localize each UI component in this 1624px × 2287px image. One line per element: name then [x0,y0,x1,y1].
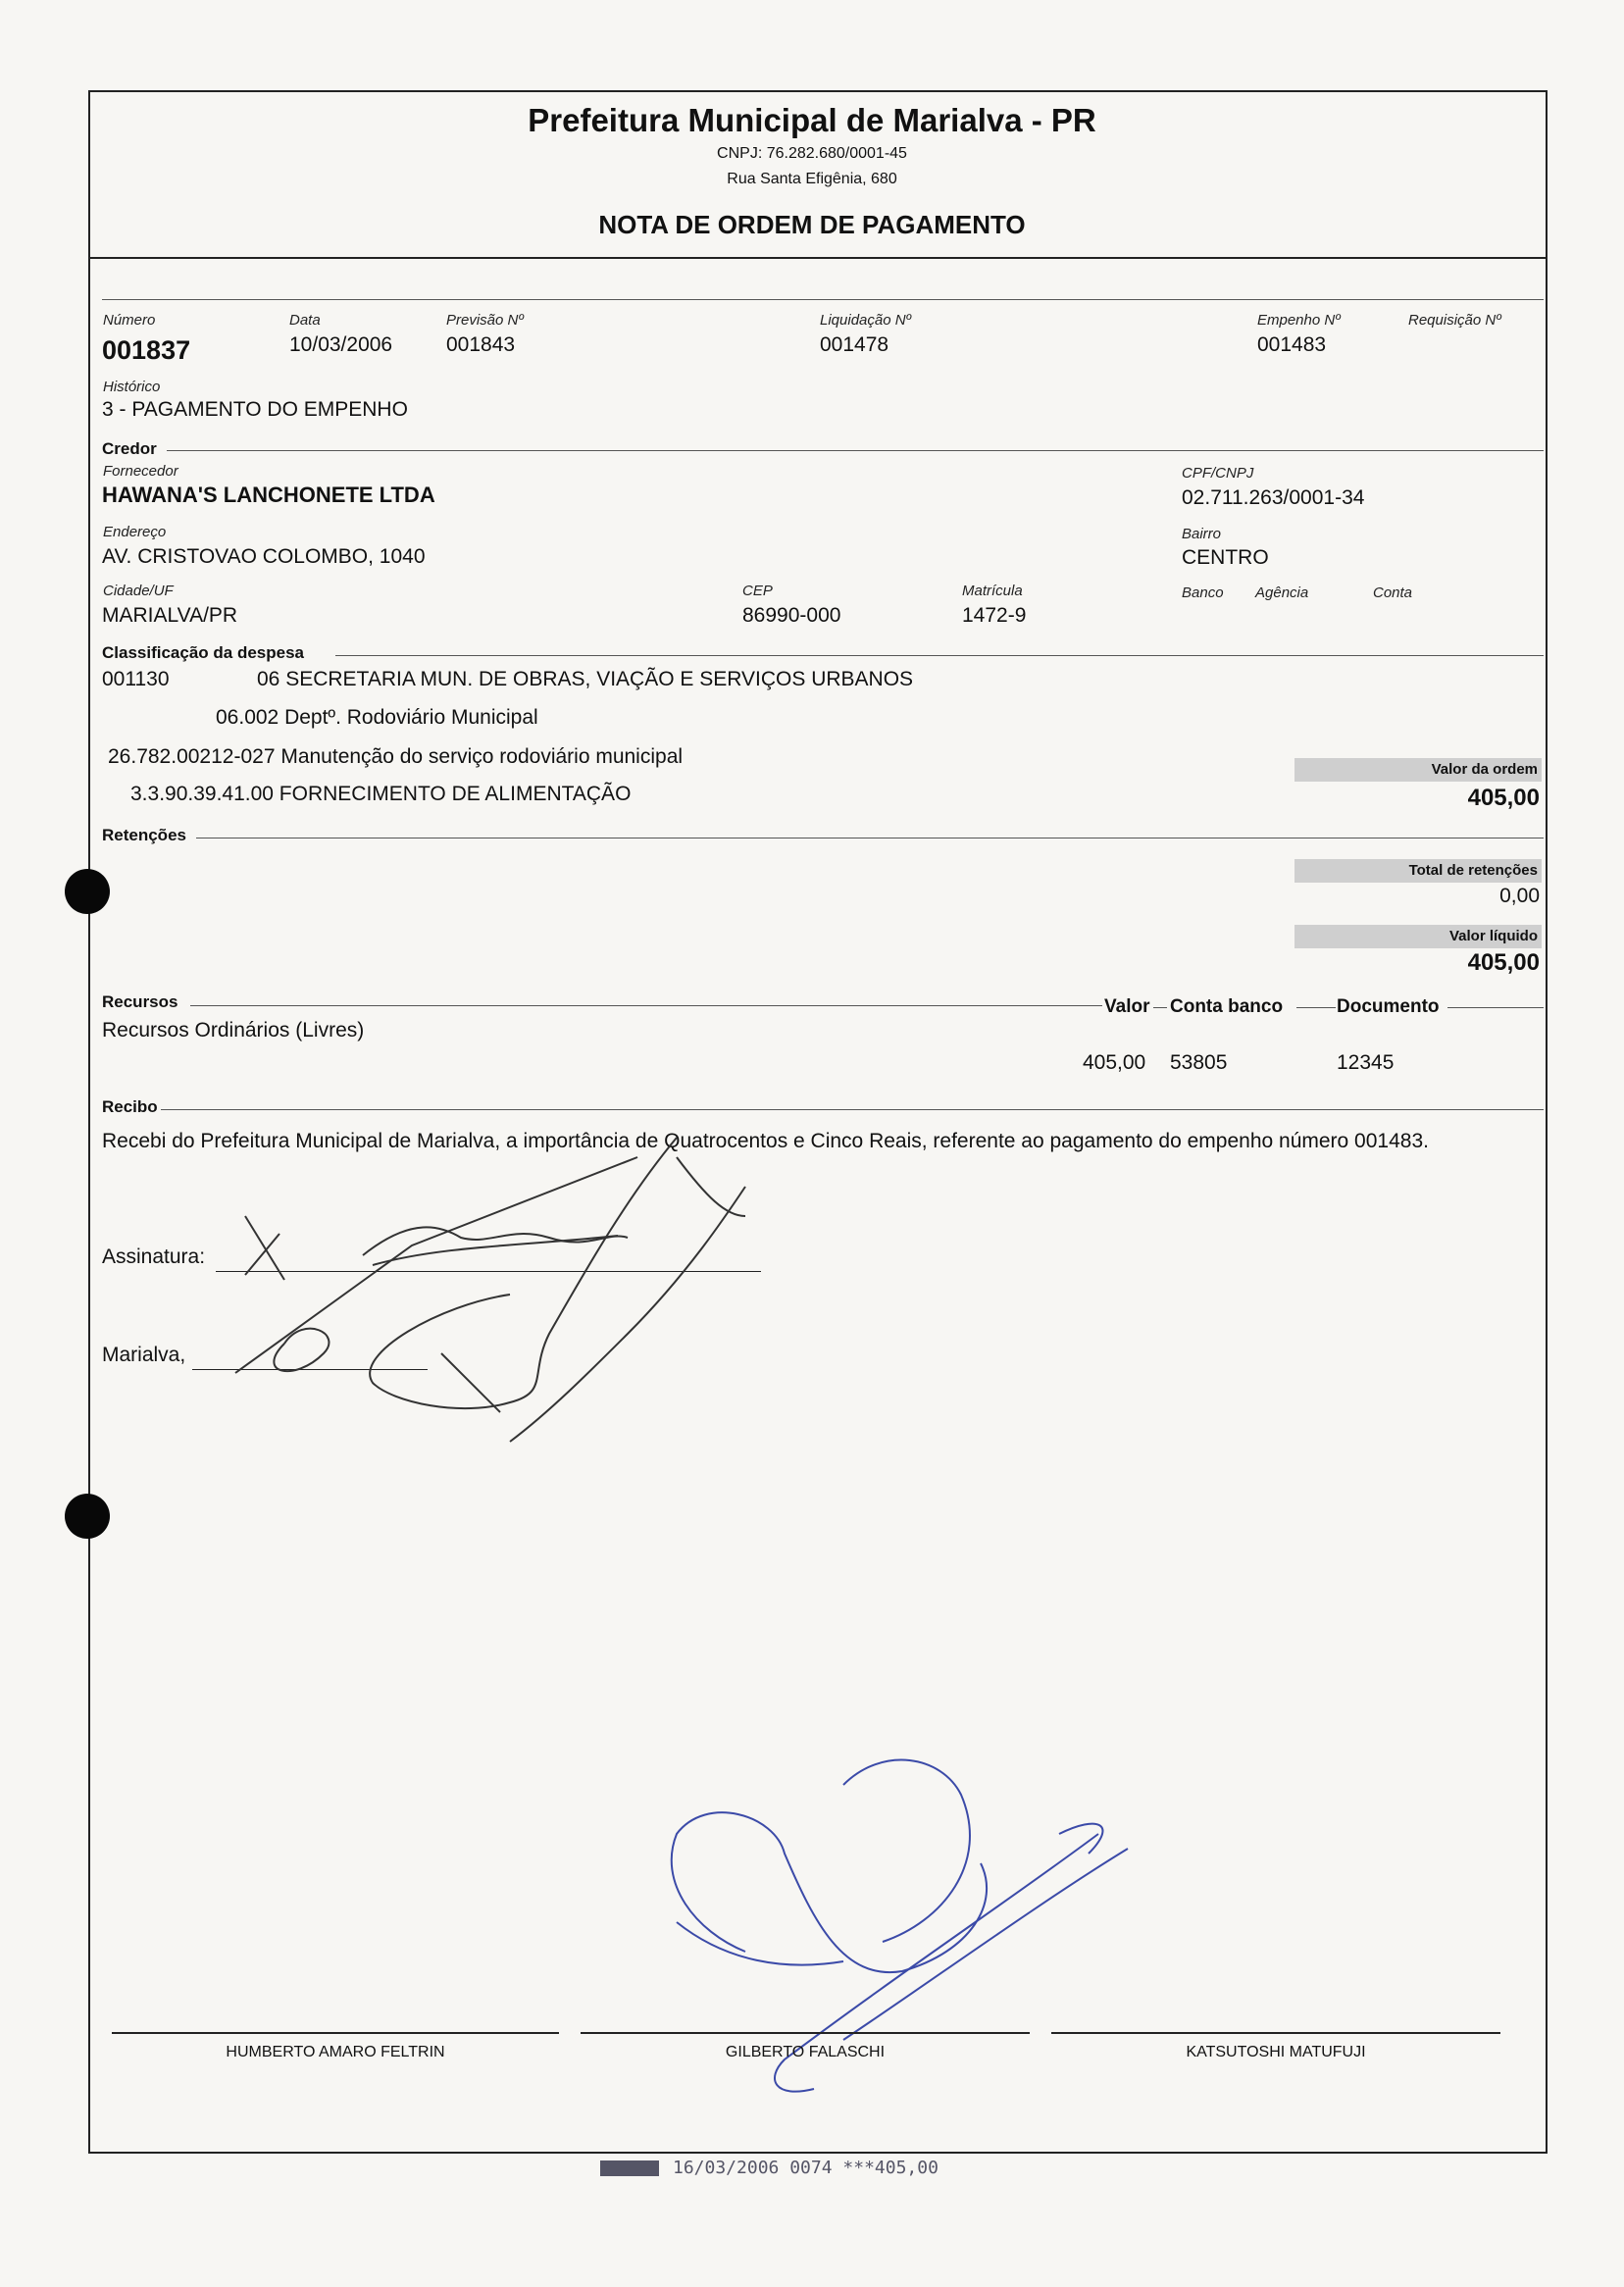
classificacao-orgao: 06 SECRETARIA MUN. DE OBRAS, VIAÇÃO E SERVIÇOS URBANOS [257,668,914,690]
conta-label: Conta [1373,584,1413,601]
recibo-text: Recebi do Prefeitura Municipal de Marialva, a importância de Quatrocentos e Cinco Reais, referente ao pagamento do empenho número 001483. [102,1130,1429,1152]
classificacao-funcional: 26.782.00212-027 Manutenção do serviço rodoviário municipal [108,745,684,768]
empenho-label: Empenho Nº [1257,312,1341,329]
historico-label: Histórico [103,379,161,395]
bank-stamp-mark [600,2160,659,2176]
empenho-value: 001483 [1257,333,1327,356]
historico-value: 3 - PAGAMENTO DO EMPENHO [102,398,408,421]
data-value: 10/03/2006 [289,333,393,356]
endereco-label: Endereço [103,524,167,540]
recursos-descricao: Recursos Ordinários (Livres) [102,1019,365,1042]
total-retencoes-label: Total de retenções [1408,862,1538,879]
requisicao-label: Requisição Nº [1408,312,1501,329]
municipality-cnpj: CNPJ: 76.282.680/0001-45 [717,145,907,162]
previsao-label: Previsão Nº [446,312,524,329]
recursos-conta-label: Conta banco [1170,996,1284,1017]
banco-label: Banco [1182,584,1224,601]
recursos-documento: 12345 [1337,1051,1395,1074]
previsao-value: 001843 [446,333,516,356]
signature-line-1 [112,2032,559,2034]
cep-value: 86990-000 [742,604,841,627]
local-data-label: Marialva, [102,1344,186,1366]
matricula-value: 1472-9 [962,604,1027,627]
numero-value: 001837 [102,335,191,365]
classificacao-unidade: 06.002 Deptº. Rodoviário Municipal [216,706,538,729]
signatory-2: GILBERTO FALASCHI [725,2044,886,2060]
signature-line-3 [1051,2032,1500,2034]
recursos-valor: 405,00 [1083,1051,1146,1074]
total-retencoes-value: 0,00 [1499,885,1540,907]
recursos-documento-label: Documento [1337,996,1440,1017]
bank-stamp [600,2158,939,2178]
bairro-value: CENTRO [1182,546,1269,569]
cep-label: CEP [742,583,773,599]
numero-label: Número [103,312,156,329]
cpf-cnpj-label: CPF/CNPJ [1182,465,1254,482]
valor-ordem-label: Valor da ordem [1431,761,1538,778]
fornecedor-value: HAWANA'S LANCHONETE LTDA [102,483,435,507]
recursos-section-title: Recursos [102,992,178,1011]
signatory-3: KATSUTOSHI MATUFUJI [1186,2044,1366,2060]
document-title: NOTA DE ORDEM DE PAGAMENTO [598,210,1026,239]
retencoes-section-title: Retenções [102,826,186,844]
bank-stamp-text: 16/03/2006 0074 ***405,00 [673,2158,939,2178]
classificacao-elemento: 3.3.90.39.41.00 FORNECIMENTO DE ALIMENTAÇÃO [130,783,632,805]
signature-line-2 [581,2032,1030,2034]
endereco-value: AV. CRISTOVAO COLOMBO, 1040 [102,545,426,568]
signatory-1: HUMBERTO AMARO FELTRIN [226,2044,445,2060]
fornecedor-label: Fornecedor [103,463,178,480]
recursos-conta: 53805 [1170,1051,1228,1074]
cidade-value: MARIALVA/PR [102,604,238,627]
cidade-label: Cidade/UF [103,583,174,599]
recursos-valor-label: Valor [1104,996,1150,1017]
bairro-label: Bairro [1182,526,1222,542]
classificacao-code: 001130 [102,668,170,690]
classificacao-section-title: Classificação da despesa [102,643,305,662]
recibo-section-title: Recibo [102,1097,158,1116]
municipality-address: Rua Santa Efigênia, 680 [727,171,897,187]
matricula-label: Matrícula [962,583,1023,599]
data-label: Data [289,312,321,329]
valor-ordem-value: 405,00 [1467,785,1540,811]
liquidacao-label: Liquidação Nº [820,312,912,329]
agencia-label: Agência [1255,584,1309,601]
valor-liquido-value: 405,00 [1467,949,1540,976]
municipality-title: Prefeitura Municipal de Marialva - PR [528,102,1096,138]
assinatura-label: Assinatura: [102,1245,206,1268]
cpf-cnpj-value: 02.711.263/0001-34 [1182,486,1365,509]
liquidacao-value: 001478 [820,333,889,356]
valor-liquido-label: Valor líquido [1448,928,1538,944]
credor-section-title: Credor [102,439,157,458]
